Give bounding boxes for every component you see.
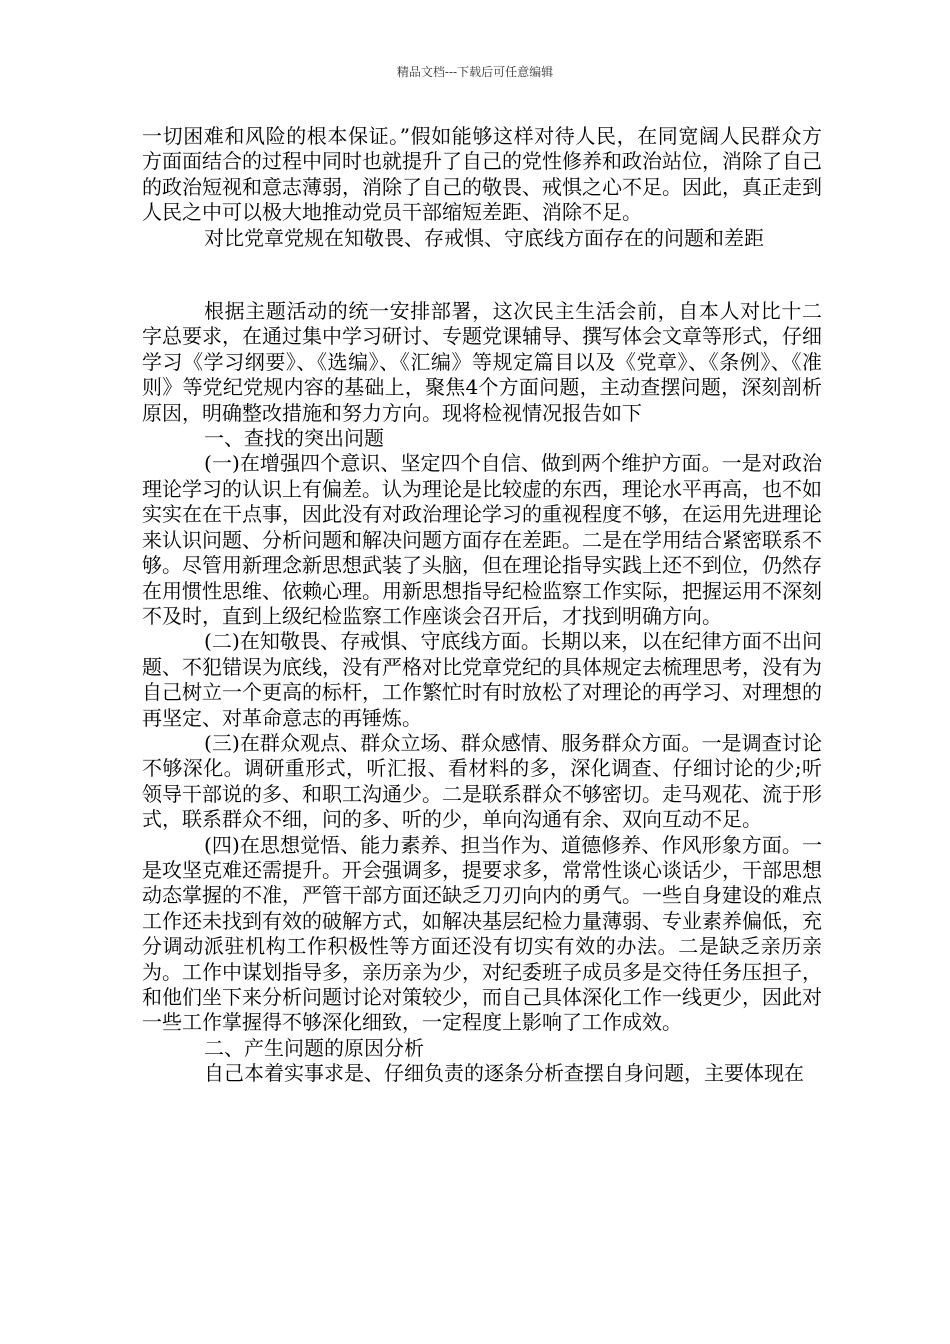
document-body xyxy=(142,124,822,1087)
paragraph-item-4: (四)在思想觉悟、能力素养、担当作为、道德修养、作风形象方面。一是攻坚克难还需提升。开会强调多，提要求多，常常性谈心谈话少，干部思想动态掌握的不准，严管干部方面还缺乏刀刃向内的勇气。一些自身建设的难点工作还未找到有效的破解方式，如解决基层纪检力量薄弱、专业素养偏低，充分调动派驻机构工作积极性等方面还没有切实有效的办法。二是缺乏亲历亲为。工作中谋划指导多，亲历亲为少，对纪委班子成员多是交待任务压担子，和他们坐下来分析问题讨论对策较少，而自己具体深化工作一线更少，因此对一些工作掌握得不够深化细致，一定程度上影响了工作成效。 xyxy=(142,832,822,1035)
paragraph-causes: 自己本着实事求是、仔细负责的逐条分析查摆自身问题，主要体现在 xyxy=(204,1061,804,1086)
heading-problems: 一、查找的突出问题 xyxy=(204,426,384,451)
paragraph-item-1: (一)在增强四个意识、坚定四个自信、做到两个维护方面。一是对政治理论学习的认识上有偏差。认为理论是比较虚的东西，理论水平再高，也不如实实在在干点事，因此没有对政治理论学习的重视程度不够，在运用先进理论来认识问题、分析问题和解决问题方面存在差距。二是在学用结合紧密联系不够。尽管用新理念新思想武装了头脑，但在理论指导实践上还不到位，仍然存在用惯性思维、依赖心理。用新思想指导纪检监察工作实际，把握运用不深刻不及时，直到上级纪检监察工作座谈会召开后，才找到明确方向。 xyxy=(142,451,822,628)
paragraph-item-3: (三)在群众观点、群众立场、群众感情、服务群众方面。一是调查讨论不够深化。调研重形式，听汇报、看材料的多，深化调查、仔细讨论的少;听领导干部说的多、和职工沟通少。二是联系群众不够密切。走马观花、流于形式，联系群众不细，问的多、听的少，单向沟通有余、双向互动不足。 xyxy=(142,730,822,832)
paragraph-continuation: 一切困难和风险的根本保证。”假如能够这样对待人民，在同宽阔人民群众方方面面结合的过程中同时也就提升了自己的党性修养和政治站位，消除了自己的政治短视和意志薄弱，消除了自己的敬畏、戒惧之心不足。因此，真正走到人民之中可以极大地推动党员干部缩短差距、消除不足。 xyxy=(142,124,822,225)
page-header: 精品文档---下载后可任意编辑 xyxy=(396,65,554,79)
blank-line xyxy=(142,251,822,299)
paragraph-intro: 根据主题活动的统一安排部署，这次民主生活会前，自本人对比十二字总要求，在通过集中学习研讨、专题党课辅导、撰写体会文章等形式，仔细学习《学习纲要》、《选编》、《汇编》等规定篇目以及《党章》、《条例》、《准则》等党纪党规内容的基础上，聚焦4个方面问题，主动查摆问题，深刻剖析原因，明确整改措施和努力方向。现将检视情况报告如下 xyxy=(142,299,822,425)
heading-causes: 二、产生问题的原因分析 xyxy=(204,1035,424,1060)
paragraph-item-2: (二)在知敬畏、存戒惧、守底线方面。长期以来，以在纪律方面不出问题、不犯错误为底线，没有严格对比党章党纪的具体规定去梳理思考，没有为自己树立一个更高的标杆，工作繁忙时有时放松了对理论的再学习、对理想的再坚定、对革命意志的再锤炼。 xyxy=(142,629,822,730)
section-title: 对比党章党规在知敬畏、存戒惧、守底线方面存在的问题和差距 xyxy=(204,225,764,250)
